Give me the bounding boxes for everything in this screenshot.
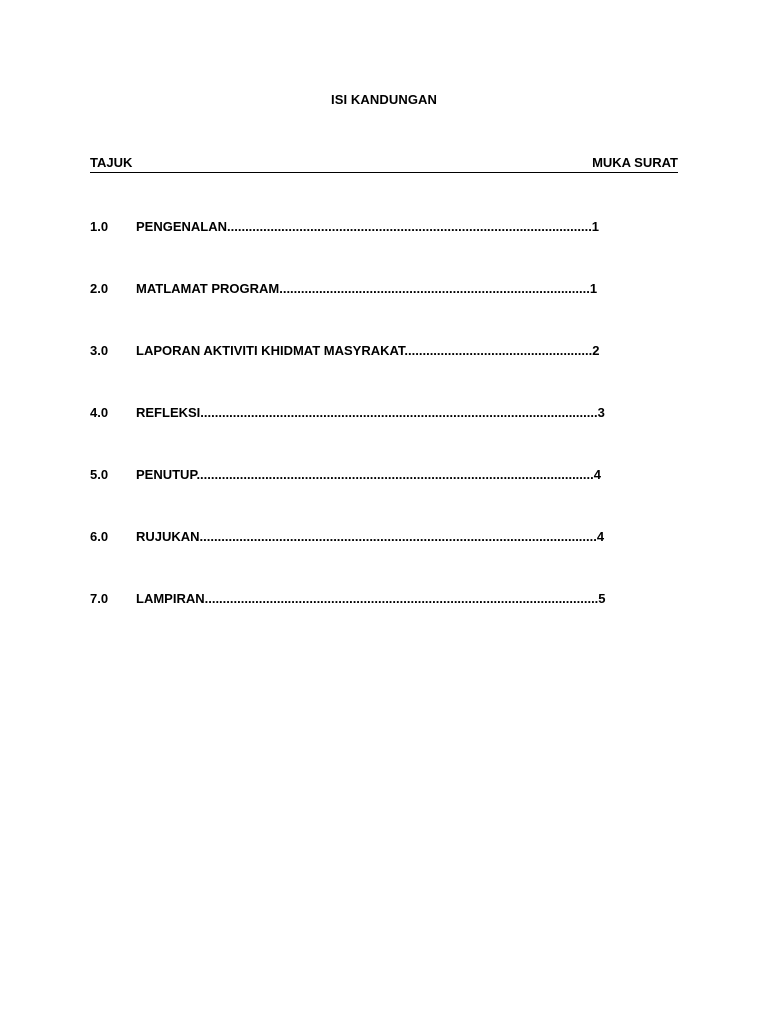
- toc-entry-text: LAPORAN AKTIVITI KHIDMAT MASYRAKAT....................................................2: [136, 343, 600, 358]
- toc-list: [90, 219, 650, 653]
- document-title: ISI KANDUNGAN: [330, 92, 438, 107]
- toc-header: [90, 155, 678, 173]
- toc-entry-6: [90, 529, 650, 591]
- toc-entry-text: MATLAMAT PROGRAM......................................................................................1: [136, 281, 598, 296]
- toc-entry-number: 6.0: [90, 529, 109, 544]
- toc-entry-text: PENGENALAN.....................................................................................................1: [136, 219, 600, 234]
- toc-entry-text: LAMPIRAN.............................................................................................................5: [136, 591, 606, 606]
- toc-entry-number: 4.0: [90, 405, 109, 420]
- toc-entry-number: 1.0: [90, 219, 109, 234]
- toc-entry-text: PENUTUP..............................................................................................................4: [136, 467, 601, 482]
- toc-entry-2: [90, 281, 650, 343]
- toc-entry-1: [90, 219, 650, 281]
- toc-entry-text: REFLEKSI..............................................................................................................3: [136, 405, 605, 420]
- toc-header-topic: TAJUK: [90, 155, 133, 170]
- toc-entry-text: RUJUKAN..............................................................................................................4: [136, 529, 605, 544]
- toc-entry-number: 7.0: [90, 591, 109, 606]
- toc-entry-number: 3.0: [90, 343, 109, 358]
- toc-entry-number: 5.0: [90, 467, 109, 482]
- toc-entry-5: [90, 467, 650, 529]
- toc-entry-3: [90, 343, 650, 405]
- toc-header-page: MUKA SURAT: [592, 155, 678, 170]
- toc-entry-number: 2.0: [90, 281, 109, 296]
- toc-entry-7: [90, 591, 650, 653]
- toc-entry-4: [90, 405, 650, 467]
